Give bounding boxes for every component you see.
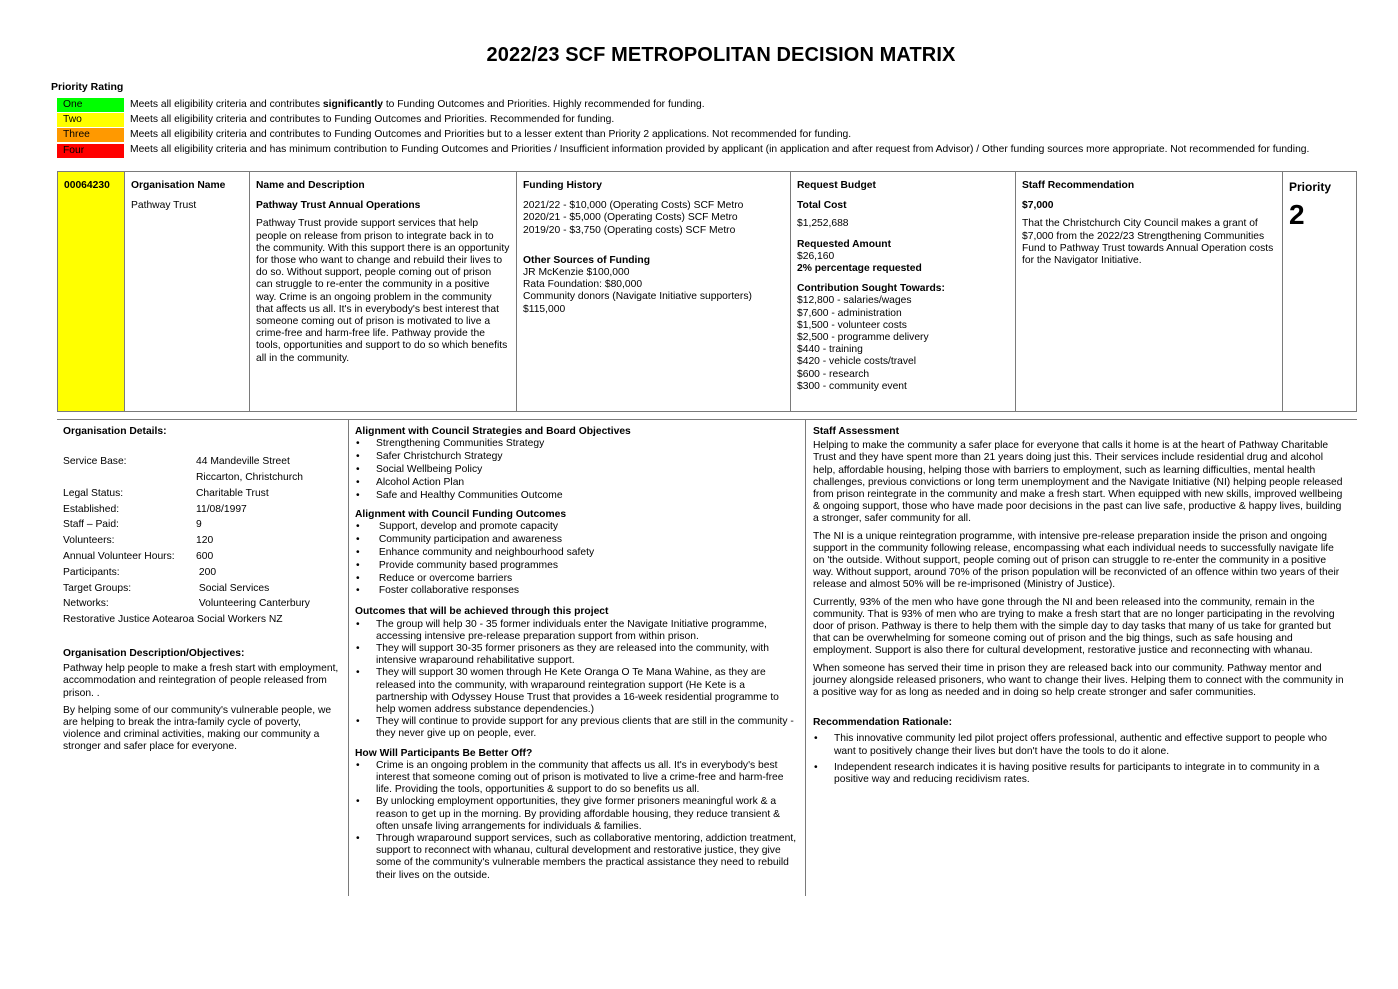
contribution-item: $440 - training: [797, 344, 863, 356]
priority-swatch-four: Four: [57, 144, 124, 158]
detail-row: Volunteers: 120: [63, 535, 214, 547]
priority-description-three: Meets all eligibility criteria and contributes to Funding Outcomes and Priorities but to a lesser extent than Priority 2 applications. Not recommended for funding.: [130, 129, 852, 141]
project-name: Pathway Trust Annual Operations: [256, 200, 421, 212]
organisation-details-heading: Organisation Details:: [63, 426, 167, 437]
better-off-heading: How Will Participants Be Better Off?: [355, 747, 533, 759]
other-source-item: $115,000: [523, 303, 566, 315]
other-source-item: JR McKenzie $100,000: [523, 267, 630, 279]
detail-row: Legal Status: Charitable Trust: [63, 487, 269, 499]
priority-row-four: [57, 143, 1309, 158]
detail-row: Staff – Paid: 9: [63, 519, 202, 531]
detail-row: Riccarton, Christchurch: [196, 472, 304, 483]
list-item: • Social Wellbeing Policy: [355, 464, 799, 477]
rationale-list: [813, 733, 1346, 786]
priority-description-four: Meets all eligibility criteria and has minimum contribution to Funding Outcomes and Priorities / Insufficient information provided by applicant (in application and after request from Advisor) / Other funding sources more appropriate. Not recommended for funding.: [130, 144, 1310, 156]
staff-recommendation-text: That the Christchurch City Council makes a grant of $7,000 from the 2022/23 Strengthening Communities Fund to Pathway Trust towards Annual Operation costs for the Navigator Initiative.: [1022, 218, 1274, 267]
total-cost-value: $1,252,688: [797, 218, 849, 230]
project-outcomes-list: [355, 619, 799, 741]
request-budget-cell: [791, 172, 1016, 411]
assessment-paragraph: Helping to make the community a safer place for everyone that calls it home is at the heart of Pathway Charitable Trust and they have spent more than 21 years doing just this. Their services include residential drug and alcohol help, affordable housing, helping those with barriers to employment, such as learning difficulties, mental health challenges, previous convictions or long term unemployment and the Navigate Initiative (NI) helping people released from prison reintegrate in the community and make a fresh start. When equipped with new skills, improved wellbeing & ongoing support, those who have made poor decisions in the past can live safe, productive & happy lives, building a stronger, safer community for all.: [813, 440, 1343, 525]
assessment-paragraph: Currently, 93% of the men who have gone through the NI and been released into the community, remain in the community. That is 93% of men who are trying to make a fresh start that are no longer participating in the revolving door of prison. Pathway is there to help them with the simple day to day tasks that many of us take for granted but that can be overwhelming for someone coming out of prison and the big things, such as safe housing and employment. Support is also there for cultural development, restorative justice and reconnecting with whanau.: [813, 596, 1335, 657]
list-item: • The group will help 30 - 35 former individuals enter the Navigate Initiative programme, accessing intensive pre-release preparation support from within prison.: [355, 619, 799, 643]
list-item: • Safer Christchurch Strategy: [355, 451, 799, 464]
organisation-name: Pathway Trust: [131, 200, 197, 212]
list-item: • Strengthening Communities Strategy: [355, 438, 799, 451]
assessment-paragraph: The NI is a unique reintegration programme, with intensive pre-release preparation inside the prison and ongoing support in the community following release, encompassing what each individual needs to successfully navigate life on 'the outside. Without support, people coming out of prison can struggle to re-enter the community in a positive way. Without support, around 70% of the prison population will be reconvicted of an offence within two years of their release and almost 50% will be re-imprisoned (Ministry of Justice).: [813, 530, 1340, 591]
priority-description-two: Meets all eligibility criteria and contributes to Funding Outcomes and Priorities. Recommended for funding.: [130, 113, 615, 125]
application-id: 00064230: [58, 172, 125, 411]
staff-recommendation-amount: $7,000: [1022, 200, 1054, 212]
list-item: • Reduce or overcome barriers: [355, 573, 799, 586]
funding-history-header: Funding History: [523, 180, 602, 191]
alignment-column: [348, 420, 806, 896]
list-item: • Support, develop and promote capacity: [355, 521, 799, 534]
staff-assessment-column: [807, 420, 1352, 792]
networks-extra: Restorative Justice Aotearoa Social Workers NZ: [63, 614, 283, 626]
list-item: • Foster collaborative responses: [355, 585, 799, 598]
strategies-heading: Alignment with Council Strategies and Board Objectives: [355, 426, 631, 437]
better-off-list: [355, 760, 799, 882]
list-item: • Crime is an ongoing problem in the community that affects us all. It's in everybody's best interest that someone coming out of prison is motivated to live a crime-free and harm-free life. Providing the tools, opportunities & support to do so benefits us all.: [355, 760, 799, 797]
funding-outcomes-list: [355, 521, 799, 598]
recommendation-rationale-heading: Recommendation Rationale:: [813, 717, 953, 729]
staff-recommendation-cell: [1016, 172, 1283, 411]
funding-history-item: 2019/20 - $3,750 (Operating costs) SCF Metro: [523, 224, 736, 236]
assessment-paragraph: When someone has served their time in prison they are released back into our community. Pathway mentor and journey alongside released prisoners, who want to change their lives. Helping them to connect with the community in a positive way for as long as needed and in doing so help create stronger and safer communities.: [813, 662, 1344, 699]
list-item: • Provide community based programmes: [355, 560, 799, 573]
contribution-item: $420 - vehicle costs/travel: [797, 356, 917, 368]
organisation-description-heading: Organisation Description/Objectives:: [63, 647, 245, 659]
contribution-item: $300 - community event: [797, 380, 907, 392]
priority-row-one: [57, 97, 1309, 112]
list-item: • Community participation and awareness: [355, 534, 799, 547]
organisation-name-header: Organisation Name: [131, 180, 226, 191]
page-title: 2022/23 SCF METROPOLITAN DECISION MATRIX: [486, 44, 956, 66]
priority-swatch-one: One: [57, 98, 124, 112]
contribution-item: $7,600 - administration: [797, 307, 902, 319]
contribution-item: $600 - research: [797, 368, 870, 380]
list-item: • Independent research indicates it is having positive results for participants to integrate in to community in a positive way and reducing recidivism rates.: [813, 762, 1346, 786]
detail-row: Networks: Volunteering Canterbury: [63, 598, 310, 610]
detail-row: Participants: 200: [63, 566, 217, 578]
contribution-label: Contribution Sought Towards:: [797, 283, 945, 295]
requested-amount-label: Requested Amount: [797, 238, 892, 250]
priority-header: Priority: [1289, 180, 1332, 194]
priority-description-one: Meets all eligibility criteria and contributes significantly to Funding Outcomes and Priorities. Highly recommended for funding.: [130, 98, 705, 110]
priority-cell: [1283, 172, 1356, 411]
percentage-requested: 2% percentage requested: [797, 263, 922, 275]
project-description: Pathway Trust provide support services that help people on release from prison to integrate back in to the community. With this support there is an opportunity for those who want to change and rebuild their lives to do so. Without support, people coming out of prison can struggle to re-enter the community in a positive way. Crime is an ongoing problem in the community that affects us all. It's in everybody's best interest that someone coming out of prison is motivated to live a crime-free and harm-free life. Pathway provide the tools, opportunities and support to do so which benefits all in the community.: [256, 218, 510, 364]
list-item: • They will continue to provide support for any previous clients that are still in the community - they never give up on people, ever.: [355, 716, 799, 740]
name-description-cell: [250, 172, 517, 411]
detail-row: Target Groups: Social Services: [63, 582, 270, 594]
funding-history-cell: [517, 172, 791, 411]
list-item: • Through wraparound support services, such as collaborative mentoring, addiction treatment, support to reconnect with whanau, cultural development and restorative justice, they give some of the community's vulnerable members the practical assistance they need to rebuild their lives on the outside.: [355, 833, 799, 882]
total-cost-label: Total Cost: [797, 200, 847, 212]
list-item: • Enhance community and neighbourhood safety: [355, 547, 799, 560]
other-source-item: Community donors (Navigate Initiative supporters): [523, 291, 752, 303]
list-item: • Alcohol Action Plan: [355, 477, 799, 490]
decision-matrix-row: [57, 171, 1357, 412]
organisation-details-column: [57, 420, 347, 765]
priority-row-two: [57, 112, 1309, 127]
priority-swatch-two: Two: [57, 113, 124, 127]
detail-row: Service Base: 44 Mandeville Street: [63, 456, 290, 468]
request-budget-header: Request Budget: [797, 180, 876, 191]
funding-history-item: 2020/21 - $5,000 (Operating Costs) SCF Metro: [523, 212, 738, 224]
funding-history-item: 2021/22 - $10,000 (Operating Costs) SCF Metro: [523, 200, 744, 212]
list-item: • They will support 30 women through He Kete Oranga O Te Mana Wahine, as they are released into the community, with wraparound reintegration support (He Kete is a partnership with Odyssey House Trust that provides a 16-week residential programme to help women address substance dependencies.): [355, 667, 799, 716]
funding-outcomes-heading: Alignment with Council Funding Outcomes: [355, 508, 567, 520]
priority-row-three: [57, 128, 1309, 143]
list-item: • They will support 30-35 former prisoners as they are released into the community, with intensive wraparound rehabilitative support.: [355, 643, 799, 667]
name-description-header: Name and Description: [256, 180, 365, 191]
other-sources-header: Other Sources of Funding: [523, 254, 650, 266]
organisation-description-paragraph: By helping some of our community's vulnerable people, we are helping to break the intra-family cycle of poverty, violence and criminal activities, making our community a stronger and safer place for everyone.: [63, 704, 332, 753]
staff-assessment-heading: Staff Assessment: [813, 426, 900, 437]
list-item: • This innovative community led pilot project offers professional, authentic and effective support to people who want to positively change their lives but don't have the tools to do it alone.: [813, 733, 1346, 757]
contribution-item: $1,500 - volunteer costs: [797, 319, 907, 331]
staff-recommendation-header: Staff Recommendation: [1022, 180, 1135, 191]
priority-swatch-three: Three: [57, 128, 124, 142]
detail-row: Established: 11/08/1997: [63, 503, 247, 515]
detail-row: Annual Volunteer Hours: 600: [63, 550, 214, 562]
strategies-list: [355, 438, 799, 503]
organisation-cell: [125, 172, 250, 411]
contribution-item: $2,500 - programme delivery: [797, 332, 929, 344]
contribution-item: $12,800 - salaries/wages: [797, 295, 912, 307]
priority-rating-heading: Priority Rating: [51, 81, 124, 93]
list-item: • Safe and Healthy Communities Outcome: [355, 490, 799, 503]
list-item: • By unlocking employment opportunities, they give former prisoners meaningful work & a reason to get up in the morning. By providing affordable housing, they reduce transient & often unsafe living arrangements for individuals & families.: [355, 796, 799, 833]
priority-rating-legend: [57, 97, 1309, 158]
organisation-description-paragraph: Pathway help people to make a fresh start with employment, accommodation and reintegration of people released from prison. .: [63, 663, 339, 699]
project-outcomes-heading: Outcomes that will be achieved through this project: [355, 606, 609, 618]
priority-value: 2: [1289, 199, 1305, 230]
requested-amount-value: $26,160: [797, 250, 835, 262]
other-source-item: Rata Foundation: $80,000: [523, 279, 643, 291]
